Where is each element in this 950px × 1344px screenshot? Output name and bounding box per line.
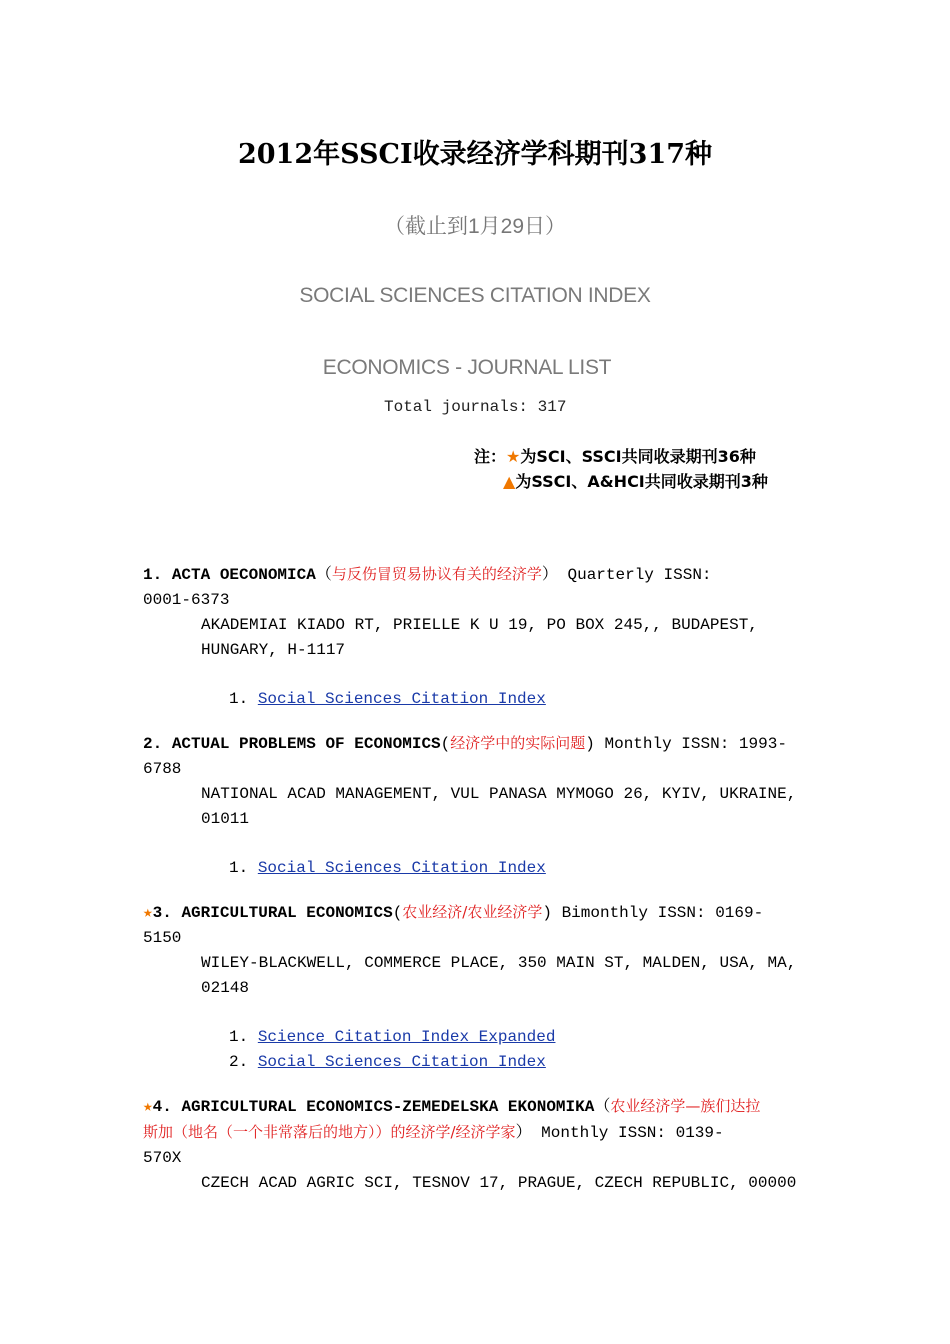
index-link[interactable]: Social Sciences Citation Index [257, 690, 546, 708]
journal-entry [143, 562, 808, 712]
journal-entry [143, 900, 808, 1075]
note-sci-ssci [474, 444, 756, 467]
note-ssci-ahci [503, 469, 768, 492]
entry-title-line-2 [143, 1120, 808, 1146]
triangle-icon: ▲ [503, 472, 516, 491]
index-link[interactable]: Social Sciences Citation Index [257, 859, 546, 877]
journal-chinese-name-cont: 斯加（地名（一个非常落后的地方））的经济学/经济学家 [143, 1123, 516, 1141]
paren-open: ( [392, 904, 403, 922]
note-prefix: 注： [474, 447, 507, 466]
index-number: 1. [229, 690, 249, 708]
journal-name: ACTUAL PROBLEMS OF ECONOMICS [171, 735, 441, 753]
paren-open: （ [594, 1098, 611, 1116]
journal-entry [143, 731, 808, 881]
paren-close: ) [585, 735, 595, 753]
index-link[interactable]: Social Sciences Citation Index [257, 1053, 546, 1071]
entry-title-line [143, 1094, 808, 1120]
journal-chinese-name: 与反伤冒贸易协议有关的经济学 [331, 565, 542, 583]
entry-title-line [143, 562, 808, 588]
index-item [143, 687, 808, 712]
publisher-address: HUNGARY, H-1117 [201, 641, 346, 659]
note-text: 为SSCI、A&HCI共同收录期刊3种 [515, 472, 768, 491]
journal-chinese-name: 经济学中的实际问题 [450, 734, 586, 752]
index-item [143, 1050, 808, 1075]
entry-title-line [143, 731, 808, 757]
publisher-address: WILEY-BLACKWELL, COMMERCE PLACE, 350 MAIN ST, MALDEN, USA, MA, [201, 954, 797, 972]
journal-name: AGRICULTURAL ECONOMICS-ZEMEDELSKA EKONOMIKA [181, 1098, 595, 1116]
star-icon: ★ [506, 447, 521, 466]
index-list [143, 1025, 808, 1075]
journal-frequency-issn: Monthly ISSN: 0139- [531, 1124, 724, 1142]
entry-number: 2. [143, 735, 172, 753]
index-list [143, 687, 808, 712]
issn-continued: 5150 [143, 929, 182, 947]
entry-number: 3. [152, 904, 182, 922]
index-number: 1. [229, 1028, 249, 1046]
list-heading: ECONOMICS - JOURNAL LIST [322, 356, 612, 379]
journal-chinese-name: 农业经济学—族们达拉 [610, 1097, 761, 1115]
publisher-address: 02148 [201, 979, 250, 997]
journal-chinese-name: 农业经济/农业经济学 [402, 903, 543, 921]
index-list [143, 856, 808, 881]
paren-open: ( [440, 735, 451, 753]
issn-continued: 570X [143, 1149, 182, 1167]
publisher-address: 01011 [201, 810, 250, 828]
note-text: 为SCI、SSCI共同收录期刊36种 [520, 447, 756, 466]
index-item [143, 856, 808, 881]
total-journals: Total journals: 317 [384, 398, 567, 416]
entry-title-line [143, 900, 808, 926]
journal-frequency-issn: Quarterly ISSN: [557, 566, 712, 584]
paren-close: ） [515, 1124, 532, 1142]
index-link[interactable]: Science Citation Index Expanded [257, 1028, 556, 1046]
publisher-address: NATIONAL ACAD MANAGEMENT, VUL PANASA MYMOGO 26, KYIV, UKRAINE, [201, 785, 797, 803]
journal-name: AGRICULTURAL ECONOMICS [181, 904, 393, 922]
issn-continued: 6788 [143, 760, 182, 778]
index-item [143, 1025, 808, 1050]
publisher-address: CZECH ACAD AGRIC SCI, TESNOV 17, PRAGUE, CZECH REPUBLIC, 00000 [201, 1174, 797, 1192]
paren-close: ) [542, 904, 552, 922]
star-icon: ★ [143, 904, 153, 922]
paren-close: ） [541, 566, 558, 584]
publisher-address: AKADEMIAI KIADO RT, PRIELLE K U 19, PO BOX 245,, BUDAPEST, [201, 616, 758, 634]
page-title: 2012年SSCI收录经济学科期刊317种 [237, 139, 713, 170]
journal-name: ACTA OECONOMICA [171, 566, 316, 584]
issn-continued: 0001-6373 [143, 591, 230, 609]
page-subtitle: （截止到1月29日） [383, 215, 567, 238]
index-number: 1. [229, 859, 249, 877]
journal-entry [143, 1094, 808, 1196]
entry-number: 4. [152, 1098, 182, 1116]
index-number: 2. [229, 1053, 249, 1071]
index-heading: SOCIAL SCIENCES CITATION INDEX [299, 284, 651, 307]
journal-frequency-issn: Monthly ISSN: 1993- [594, 735, 787, 753]
paren-open: （ [315, 566, 332, 584]
entry-number: 1. [143, 566, 172, 584]
journal-frequency-issn: Bimonthly ISSN: 0169- [551, 904, 764, 922]
star-icon: ★ [143, 1098, 153, 1116]
